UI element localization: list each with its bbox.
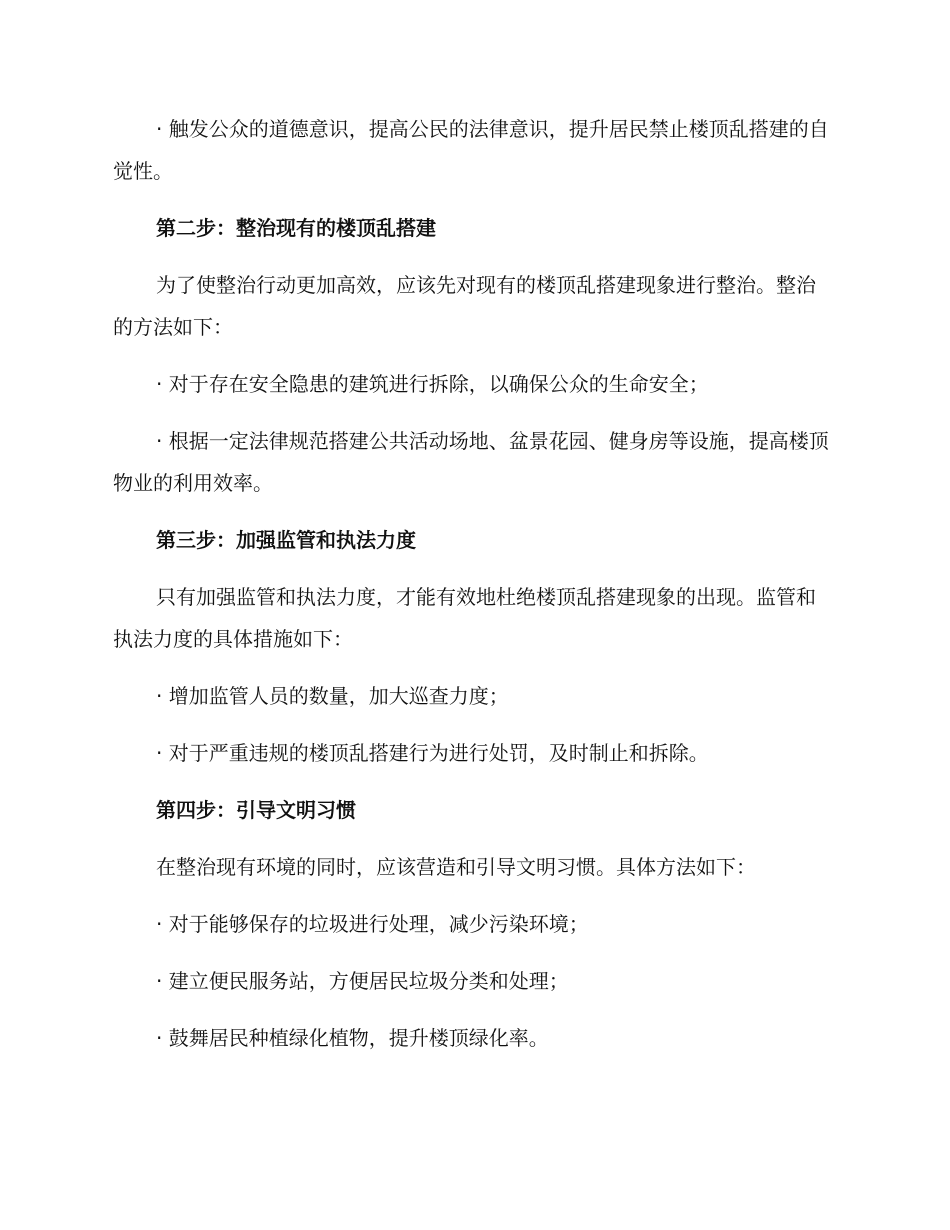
body-paragraph: 只有加强监管和执法力度，才能有效地杜绝楼顶乱搭建现象的出现。监管和执法力度的具体措施如下： xyxy=(113,585,816,651)
body-paragraph: 为了使整治行动更加高效，应该先对现有的楼顶乱搭建现象进行整治。整治的方法如下： xyxy=(113,273,816,339)
body-paragraph: 在整治现有环境的同时，应该营造和引导文明习惯。具体方法如下： xyxy=(156,855,756,879)
bullet-paragraph: · 对于严重违规的楼顶乱搭建行为进行处罚，及时制止和拆除。 xyxy=(156,741,709,765)
section-heading-step-4: 第四步：引导文明习惯 xyxy=(156,798,356,822)
bullet-paragraph: · 鼓舞居民种植绿化植物，提升楼顶绿化率。 xyxy=(156,1026,549,1050)
section-heading-step-2: 第二步：整治现有的楼顶乱搭建 xyxy=(156,216,436,240)
bullet-paragraph: · 对于存在安全隐患的建筑进行拆除，以确保公众的生命安全； xyxy=(156,372,709,396)
bullet-paragraph: · 建立便民服务站，方便居民垃圾分类和处理； xyxy=(156,969,569,993)
bullet-paragraph: · 触发公众的道德意识，提高公民的法律意识，提升居民禁止楼顶乱搭建的自觉性。 xyxy=(113,117,829,183)
document-page xyxy=(113,108,833,1074)
section-heading-step-3: 第三步：加强监管和执法力度 xyxy=(156,528,416,552)
bullet-paragraph: · 对于能够保存的垃圾进行处理，减少污染环境； xyxy=(156,912,589,936)
bullet-paragraph: · 根据一定法律规范搭建公共活动场地、盆景花园、健身房等设施，提高楼顶物业的利用效率。 xyxy=(113,429,829,495)
bullet-paragraph: · 增加监管人员的数量，加大巡查力度； xyxy=(156,684,509,708)
